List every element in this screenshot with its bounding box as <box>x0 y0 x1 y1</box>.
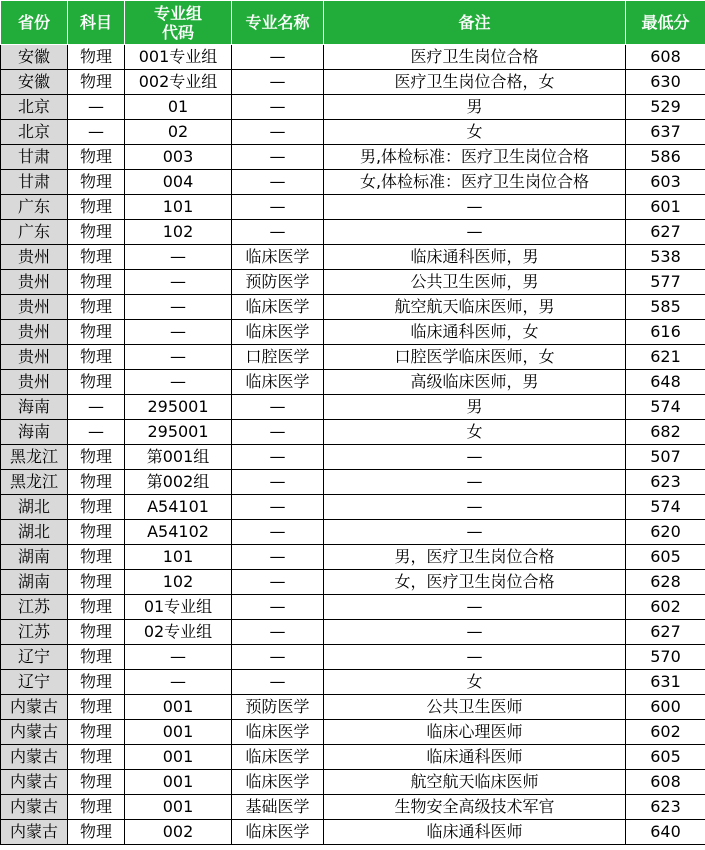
cell-note: 生物安全高级技术军官 <box>324 795 626 820</box>
cell-major: 临床医学 <box>232 370 324 395</box>
cell-province: 湖南 <box>1 570 68 595</box>
cell-major: — <box>232 95 324 120</box>
cell-min-score: 586 <box>626 145 705 170</box>
cell-note: 女，医疗卫生岗位合格 <box>324 570 626 595</box>
cell-province: 海南 <box>1 420 68 445</box>
cell-group-code: 第002组 <box>125 470 232 495</box>
table-row <box>1 595 705 620</box>
cell-province: 贵州 <box>1 370 68 395</box>
cell-note: 女 <box>324 670 626 695</box>
cell-min-score: 605 <box>626 545 705 570</box>
cell-subject: 物理 <box>68 245 125 270</box>
cell-note: — <box>324 645 626 670</box>
cell-major: — <box>232 445 324 470</box>
cell-province: 安徽 <box>1 70 68 95</box>
cell-province: 贵州 <box>1 320 68 345</box>
cell-note: 公共卫生医师，男 <box>324 270 626 295</box>
cell-subject: 物理 <box>68 670 125 695</box>
cell-major: — <box>232 520 324 545</box>
cell-province: 甘肃 <box>1 145 68 170</box>
cell-group-code: 01 <box>125 95 232 120</box>
cell-province: 广东 <box>1 195 68 220</box>
cell-min-score: 637 <box>626 120 705 145</box>
cell-province: 江苏 <box>1 620 68 645</box>
cell-note: — <box>324 495 626 520</box>
cell-major: — <box>232 70 324 95</box>
cell-province: 内蒙古 <box>1 770 68 795</box>
cell-note: 医疗卫生岗位合格 <box>324 45 626 70</box>
table-row <box>1 220 705 245</box>
cell-group-code: 002 <box>125 820 232 845</box>
table-row <box>1 320 705 345</box>
cell-group-code: 001 <box>125 695 232 720</box>
cell-major: — <box>232 45 324 70</box>
cell-subject: 物理 <box>68 495 125 520</box>
cell-group-code: 001 <box>125 795 232 820</box>
table-row <box>1 470 705 495</box>
cell-group-code: 102 <box>125 570 232 595</box>
table-row <box>1 95 705 120</box>
table-row <box>1 345 705 370</box>
cell-subject: 物理 <box>68 45 125 70</box>
cell-province: 贵州 <box>1 345 68 370</box>
header-subject: 科目 <box>68 1 125 45</box>
table-row <box>1 570 705 595</box>
cell-note: 男,体检标准：医疗卫生岗位合格 <box>324 145 626 170</box>
cell-min-score: 570 <box>626 645 705 670</box>
table-row <box>1 520 705 545</box>
cell-note: 公共卫生医师 <box>324 695 626 720</box>
cell-major: 临床医学 <box>232 820 324 845</box>
cell-province: 江苏 <box>1 595 68 620</box>
cell-major: — <box>232 645 324 670</box>
cell-note: 临床心理医师 <box>324 720 626 745</box>
cell-group-code: 001专业组 <box>125 45 232 70</box>
cell-province: 湖南 <box>1 545 68 570</box>
cell-min-score: 574 <box>626 395 705 420</box>
cell-group-code: 004 <box>125 170 232 195</box>
cell-note: 航空航天临床医师 <box>324 770 626 795</box>
cell-group-code: — <box>125 320 232 345</box>
table-row <box>1 720 705 745</box>
cell-subject: 物理 <box>68 595 125 620</box>
cell-note: 临床通科医师，女 <box>324 320 626 345</box>
cell-group-code: 002专业组 <box>125 70 232 95</box>
table-header <box>1 1 705 45</box>
cell-min-score: 602 <box>626 595 705 620</box>
cell-major: 临床医学 <box>232 770 324 795</box>
cell-major: 基础医学 <box>232 795 324 820</box>
cell-min-score: 608 <box>626 770 705 795</box>
cell-province: 广东 <box>1 220 68 245</box>
cell-province: 湖北 <box>1 495 68 520</box>
cell-min-score: 529 <box>626 95 705 120</box>
cell-min-score: 577 <box>626 270 705 295</box>
cell-major: 临床医学 <box>232 720 324 745</box>
header-province: 省份 <box>1 1 68 45</box>
cell-major: — <box>232 595 324 620</box>
cell-major: — <box>232 570 324 595</box>
cell-province: 内蒙古 <box>1 820 68 845</box>
cell-group-code: 001 <box>125 770 232 795</box>
table-row <box>1 695 705 720</box>
table-row <box>1 745 705 770</box>
cell-major: 临床医学 <box>232 745 324 770</box>
cell-min-score: 605 <box>626 745 705 770</box>
cell-subject: 物理 <box>68 345 125 370</box>
cell-min-score: 621 <box>626 345 705 370</box>
cell-min-score: 627 <box>626 620 705 645</box>
cell-major: 临床医学 <box>232 295 324 320</box>
cell-province: 贵州 <box>1 270 68 295</box>
cell-min-score: 602 <box>626 720 705 745</box>
cell-province: 安徽 <box>1 45 68 70</box>
cell-subject: 物理 <box>68 295 125 320</box>
table-row <box>1 295 705 320</box>
cell-subject: 物理 <box>68 220 125 245</box>
cell-subject: 物理 <box>68 520 125 545</box>
cell-province: 黑龙江 <box>1 445 68 470</box>
cell-major: — <box>232 220 324 245</box>
cell-major: — <box>232 195 324 220</box>
cell-min-score: 600 <box>626 695 705 720</box>
cell-min-score: 507 <box>626 445 705 470</box>
cell-note: 女 <box>324 120 626 145</box>
cell-group-code: 第001组 <box>125 445 232 470</box>
cell-group-code: — <box>125 295 232 320</box>
cell-subject: 物理 <box>68 720 125 745</box>
cell-province: 甘肃 <box>1 170 68 195</box>
cell-subject: 物理 <box>68 270 125 295</box>
cell-major: 临床医学 <box>232 245 324 270</box>
cell-group-code: 02专业组 <box>125 620 232 645</box>
cell-major: — <box>232 470 324 495</box>
cell-subject: 物理 <box>68 70 125 95</box>
table-body <box>1 45 705 845</box>
cell-subject: 物理 <box>68 145 125 170</box>
cell-subject: 物理 <box>68 320 125 345</box>
cell-subject: 物理 <box>68 195 125 220</box>
cell-major: — <box>232 170 324 195</box>
cell-province: 内蒙古 <box>1 695 68 720</box>
cell-subject: 物理 <box>68 370 125 395</box>
cell-note: 男 <box>324 95 626 120</box>
cell-subject: — <box>68 395 125 420</box>
cell-province: 贵州 <box>1 295 68 320</box>
cell-min-score: 623 <box>626 470 705 495</box>
cell-major: — <box>232 145 324 170</box>
cell-min-score: 631 <box>626 670 705 695</box>
cell-group-code: 101 <box>125 545 232 570</box>
header-note: 备注 <box>324 1 626 45</box>
cell-group-code: 001 <box>125 745 232 770</box>
cell-group-code: 102 <box>125 220 232 245</box>
cell-province: 贵州 <box>1 245 68 270</box>
table-row <box>1 170 705 195</box>
cell-subject: 物理 <box>68 170 125 195</box>
cell-major: — <box>232 495 324 520</box>
table-row <box>1 645 705 670</box>
cell-group-code: 001 <box>125 720 232 745</box>
table-row <box>1 820 705 845</box>
cell-min-score: 682 <box>626 420 705 445</box>
cell-province: 湖北 <box>1 520 68 545</box>
cell-note: 女,体检标准：医疗卫生岗位合格 <box>324 170 626 195</box>
cell-group-code: — <box>125 245 232 270</box>
cell-subject: 物理 <box>68 470 125 495</box>
cell-major: — <box>232 545 324 570</box>
cell-province: 内蒙古 <box>1 745 68 770</box>
cell-min-score: 585 <box>626 295 705 320</box>
cell-note: 临床通科医师 <box>324 820 626 845</box>
cell-subject: 物理 <box>68 795 125 820</box>
cell-min-score: 616 <box>626 320 705 345</box>
table-row <box>1 770 705 795</box>
cell-subject: — <box>68 95 125 120</box>
cell-group-code: 003 <box>125 145 232 170</box>
cell-subject: — <box>68 120 125 145</box>
cell-subject: 物理 <box>68 770 125 795</box>
table-row <box>1 195 705 220</box>
cell-subject: 物理 <box>68 645 125 670</box>
table-row <box>1 795 705 820</box>
cell-group-code: 101 <box>125 195 232 220</box>
table-row <box>1 370 705 395</box>
cell-note: 男 <box>324 395 626 420</box>
cell-min-score: 620 <box>626 520 705 545</box>
cell-subject: 物理 <box>68 570 125 595</box>
cell-province: 海南 <box>1 395 68 420</box>
cell-note: 航空航天临床医师，男 <box>324 295 626 320</box>
cell-min-score: 627 <box>626 220 705 245</box>
cell-note: — <box>324 220 626 245</box>
cell-note: — <box>324 595 626 620</box>
cell-group-code: 295001 <box>125 395 232 420</box>
cell-min-score: 630 <box>626 70 705 95</box>
cell-group-code: A54102 <box>125 520 232 545</box>
cell-note: — <box>324 620 626 645</box>
table-row <box>1 270 705 295</box>
cell-note: — <box>324 445 626 470</box>
table-row <box>1 420 705 445</box>
cell-min-score: 603 <box>626 170 705 195</box>
cell-subject: 物理 <box>68 545 125 570</box>
cell-note: — <box>324 520 626 545</box>
cell-major: — <box>232 620 324 645</box>
cell-province: 内蒙古 <box>1 720 68 745</box>
table-row <box>1 670 705 695</box>
cell-province: 辽宁 <box>1 645 68 670</box>
cell-subject: 物理 <box>68 745 125 770</box>
cell-note: 女 <box>324 420 626 445</box>
cell-major: — <box>232 120 324 145</box>
cell-group-code: — <box>125 370 232 395</box>
cell-note: 男，医疗卫生岗位合格 <box>324 545 626 570</box>
cell-group-code: 295001 <box>125 420 232 445</box>
table-row <box>1 445 705 470</box>
table-row <box>1 395 705 420</box>
cell-note: 临床通科医师，男 <box>324 245 626 270</box>
cell-subject: 物理 <box>68 620 125 645</box>
table-row <box>1 120 705 145</box>
cell-subject: 物理 <box>68 820 125 845</box>
cell-major: 口腔医学 <box>232 345 324 370</box>
cell-major: — <box>232 670 324 695</box>
cell-min-score: 640 <box>626 820 705 845</box>
header-group-code-line2: 代码 <box>161 22 194 42</box>
table-row <box>1 70 705 95</box>
table-row <box>1 620 705 645</box>
table-row <box>1 245 705 270</box>
header-group-code-line1: 专业组 <box>153 3 202 23</box>
cell-note: 临床通科医师 <box>324 745 626 770</box>
cell-province: 北京 <box>1 95 68 120</box>
cell-note: — <box>324 470 626 495</box>
cell-min-score: 608 <box>626 45 705 70</box>
cell-min-score: 574 <box>626 495 705 520</box>
cell-min-score: 623 <box>626 795 705 820</box>
table-row <box>1 495 705 520</box>
cell-note: 高级临床医师，男 <box>324 370 626 395</box>
cell-province: 辽宁 <box>1 670 68 695</box>
cell-province: 黑龙江 <box>1 470 68 495</box>
header-min-score: 最低分 <box>626 1 705 45</box>
cell-subject: — <box>68 420 125 445</box>
header-group-code <box>125 1 232 45</box>
cell-province: 内蒙古 <box>1 795 68 820</box>
cell-min-score: 648 <box>626 370 705 395</box>
header-major: 专业名称 <box>232 1 324 45</box>
cell-major: — <box>232 395 324 420</box>
cell-group-code: A54101 <box>125 495 232 520</box>
cell-major: 临床医学 <box>232 320 324 345</box>
cell-min-score: 628 <box>626 570 705 595</box>
cell-group-code: 02 <box>125 120 232 145</box>
cell-group-code: 01专业组 <box>125 595 232 620</box>
cell-min-score: 538 <box>626 245 705 270</box>
cell-note: 医疗卫生岗位合格，女 <box>324 70 626 95</box>
table-row <box>1 45 705 70</box>
cell-subject: 物理 <box>68 445 125 470</box>
table-row <box>1 545 705 570</box>
cell-major: 预防医学 <box>232 695 324 720</box>
cell-group-code: — <box>125 645 232 670</box>
cell-major: — <box>232 420 324 445</box>
cell-note: 口腔医学临床医师，女 <box>324 345 626 370</box>
cell-note: — <box>324 195 626 220</box>
cell-major: 预防医学 <box>232 270 324 295</box>
cell-group-code: — <box>125 670 232 695</box>
cell-subject: 物理 <box>68 695 125 720</box>
cell-min-score: 601 <box>626 195 705 220</box>
table-row <box>1 145 705 170</box>
header-row <box>1 1 705 45</box>
cell-province: 北京 <box>1 120 68 145</box>
cell-group-code: — <box>125 270 232 295</box>
cell-group-code: — <box>125 345 232 370</box>
